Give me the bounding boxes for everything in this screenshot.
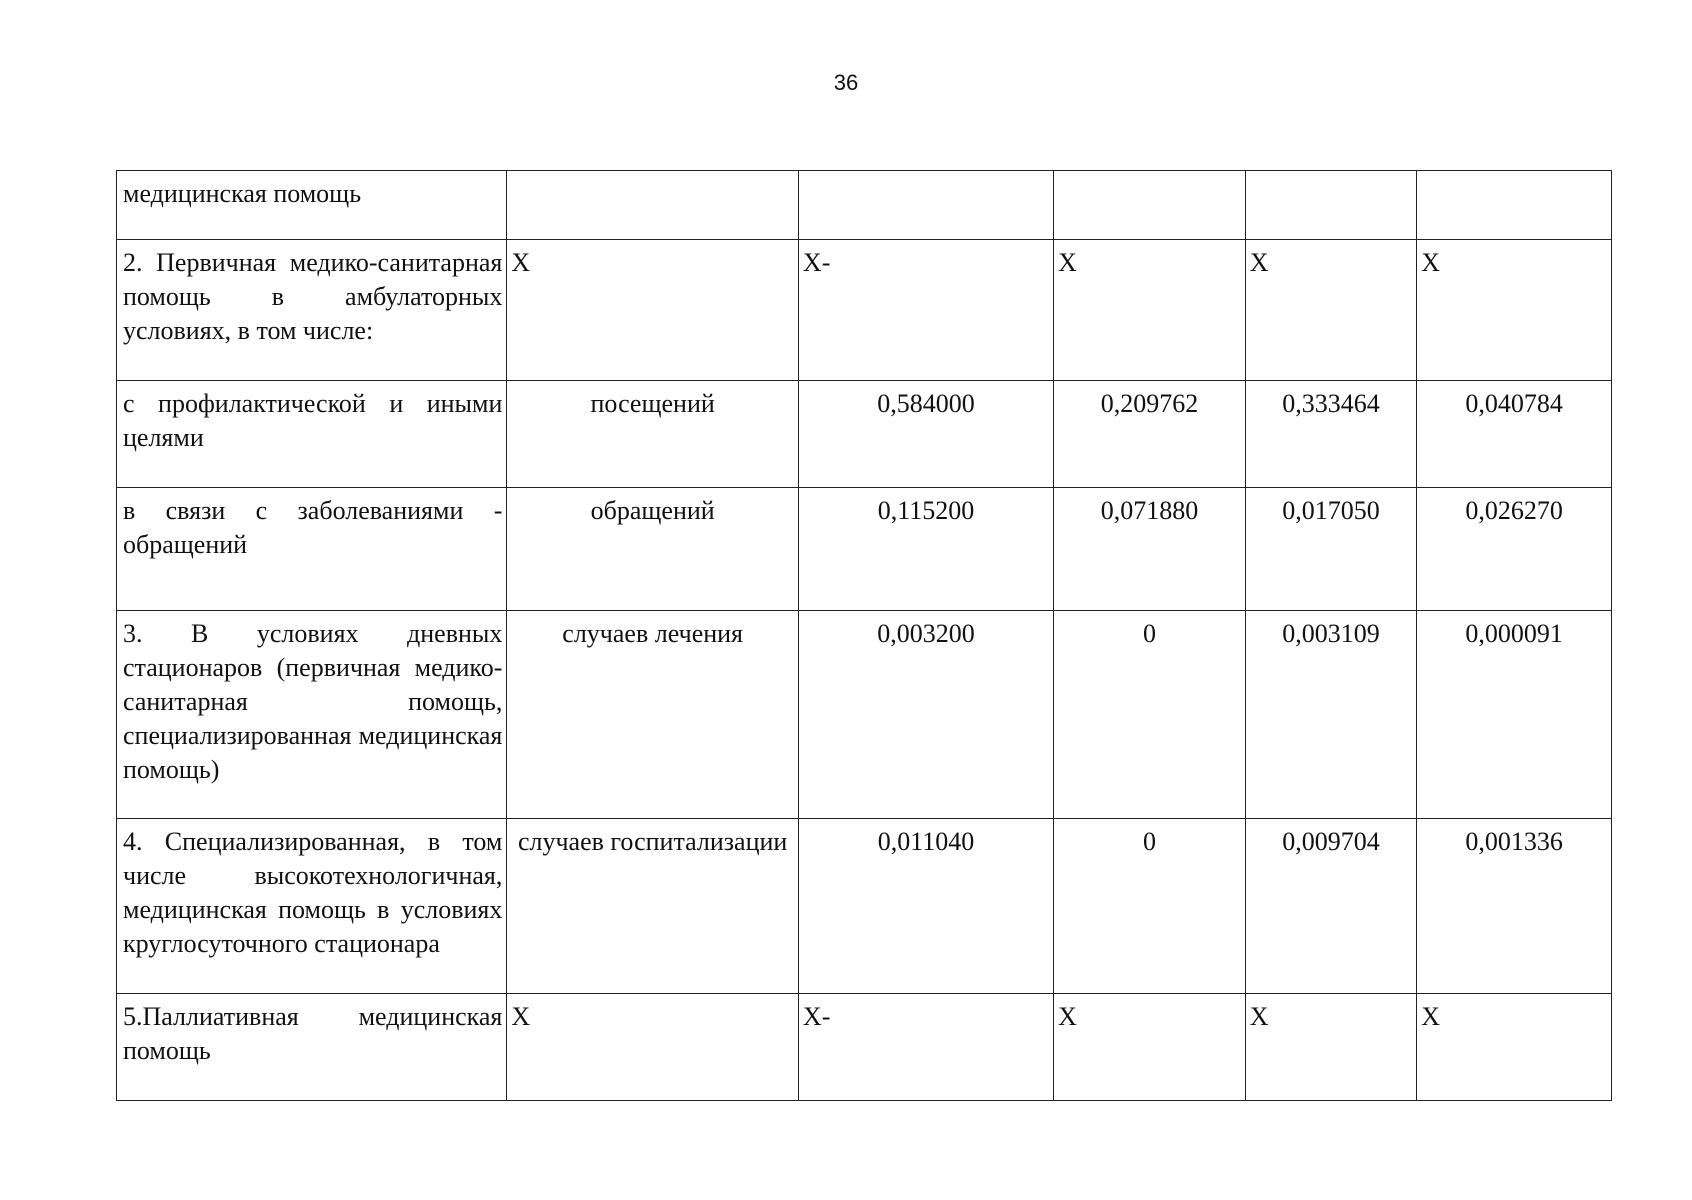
value-col2-cell: 0 bbox=[1054, 819, 1246, 994]
value-total-cell: X- bbox=[798, 240, 1053, 381]
value-col3-cell: 0,017050 bbox=[1245, 488, 1416, 611]
row-name-cell: с профилактической и иными целями bbox=[117, 381, 507, 488]
value-col3-cell bbox=[1245, 171, 1416, 240]
table-row bbox=[117, 488, 1612, 611]
row-name-cell: 3. В условиях дневных стационаров (первичная медико-санитарная помощь, специализированная медицинская помощь) bbox=[117, 611, 507, 819]
row-name-cell: медицинская помощь bbox=[117, 171, 507, 240]
unit-cell: случаев лечения bbox=[507, 611, 799, 819]
value-total-cell: 0,003200 bbox=[798, 611, 1053, 819]
row-name-cell: 5.Паллиативная медицинская помощь bbox=[117, 994, 507, 1101]
row-name-cell: в связи с заболеваниями - обращений bbox=[117, 488, 507, 611]
value-col2-cell: 0,071880 bbox=[1054, 488, 1246, 611]
row-name-cell: 4. Специализированная, в том числе высокотехнологичная, медицинская помощь в условиях круглосуточного стационара bbox=[117, 819, 507, 994]
unit-cell: X bbox=[507, 994, 799, 1101]
value-total-cell: X- bbox=[798, 994, 1053, 1101]
row-name-cell: 2. Первичная медико-санитарная помощь в амбулаторных условиях, в том числе: bbox=[117, 240, 507, 381]
table-row bbox=[117, 611, 1612, 819]
value-col3-cell: X bbox=[1245, 994, 1416, 1101]
value-col2-cell: 0 bbox=[1054, 611, 1246, 819]
table-row bbox=[117, 819, 1612, 994]
value-col2-cell bbox=[1054, 171, 1246, 240]
value-total-cell: 0,011040 bbox=[798, 819, 1053, 994]
value-col2-cell: 0,209762 bbox=[1054, 381, 1246, 488]
value-col3-cell: 0,009704 bbox=[1245, 819, 1416, 994]
value-total-cell: 0,115200 bbox=[798, 488, 1053, 611]
table-row bbox=[117, 381, 1612, 488]
unit-cell: обращений bbox=[507, 488, 799, 611]
value-col2-cell: X bbox=[1054, 240, 1246, 381]
value-col2-cell: X bbox=[1054, 994, 1246, 1101]
value-total-cell bbox=[798, 171, 1053, 240]
unit-cell: случаев госпитализации bbox=[507, 819, 799, 994]
value-col4-cell: 0,026270 bbox=[1417, 488, 1612, 611]
table-row bbox=[117, 240, 1612, 381]
page-number: 36 bbox=[833, 70, 859, 95]
table-row bbox=[117, 994, 1612, 1101]
value-col3-cell: 0,333464 bbox=[1245, 381, 1416, 488]
value-col3-cell: X bbox=[1245, 240, 1416, 381]
unit-cell: посещений bbox=[507, 381, 799, 488]
value-total-cell: 0,584000 bbox=[798, 381, 1053, 488]
value-col4-cell bbox=[1417, 171, 1612, 240]
table-row bbox=[117, 171, 1612, 240]
value-col4-cell: 0,001336 bbox=[1417, 819, 1612, 994]
value-col4-cell: 0,040784 bbox=[1417, 381, 1612, 488]
value-col4-cell: 0,000091 bbox=[1417, 611, 1612, 819]
value-col4-cell: X bbox=[1417, 240, 1612, 381]
care-volume-table bbox=[116, 170, 1612, 1101]
unit-cell: X bbox=[507, 240, 799, 381]
value-col3-cell: 0,003109 bbox=[1245, 611, 1416, 819]
value-col4-cell: X bbox=[1417, 994, 1612, 1101]
unit-cell bbox=[507, 171, 799, 240]
